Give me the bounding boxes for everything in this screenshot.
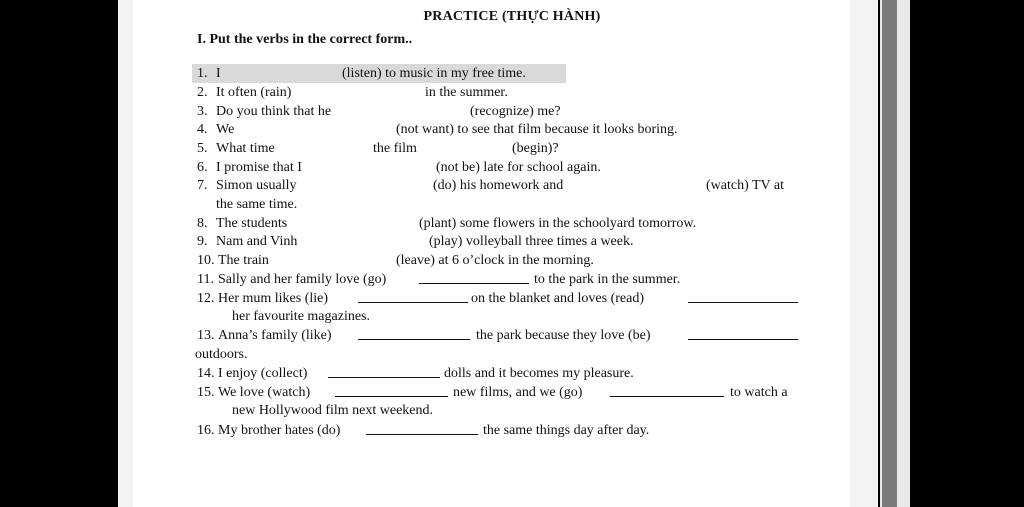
- ex6-verb: (not be) late for school again.: [436, 160, 601, 175]
- ex5-verb: (begin)?: [512, 141, 559, 156]
- ex11-blank: [419, 271, 529, 290]
- ex13-after: the park because they love (be): [476, 328, 651, 343]
- ex11-text: Sally and her family love (go): [218, 272, 387, 287]
- ex5-mid: the film: [373, 141, 417, 156]
- ex16-after: the same things day after day.: [483, 423, 650, 438]
- ex16-num: 16.: [197, 423, 215, 438]
- ex4-subject: We: [216, 122, 235, 137]
- ex3-num: 3.: [197, 104, 208, 119]
- page-title: PRACTICE (THỰC HÀNH): [423, 9, 601, 24]
- ex16-text: My brother hates (do): [218, 423, 341, 438]
- ex13-text: Anna’s family (like): [218, 328, 332, 343]
- ex12-text: Her mum likes (lie): [218, 291, 329, 306]
- ex11-num: 11.: [197, 272, 214, 287]
- ex9-num: 9.: [197, 234, 208, 249]
- ex12-after: on the blanket and loves (read): [471, 291, 644, 306]
- ex13-blank1: [358, 327, 470, 346]
- ex8-verb: (plant) some flowers in the schoolyard tomorrow.: [419, 216, 697, 231]
- ex1-num: 1.: [197, 66, 208, 81]
- ex3-verb: (recognize) me?: [470, 104, 561, 119]
- ex13-cont: outdoors.: [195, 347, 248, 362]
- ex5-subject: What time: [216, 141, 275, 156]
- ex12-blank2: [688, 290, 798, 309]
- ex10-subject: The train: [218, 253, 269, 268]
- ex16-blank: [366, 422, 478, 441]
- ex1-verb: (listen) to music in my free time.: [342, 66, 526, 81]
- ex4-verb: (not want) to see that film because it looks boring.: [396, 122, 678, 137]
- ex15-end: to watch a: [730, 385, 788, 400]
- ex7-subject: Simon usually: [216, 178, 297, 193]
- ex1-subject: I: [216, 66, 221, 81]
- ex2-verb: in the summer.: [425, 85, 508, 100]
- ex15-text: We love (watch): [218, 385, 311, 400]
- ex7-end: (watch) TV at: [706, 178, 785, 193]
- ex13-num: 13.: [197, 328, 215, 343]
- ex6-num: 6.: [197, 160, 208, 175]
- ex14-blank: [328, 365, 440, 384]
- ex7-num: 7.: [197, 178, 208, 193]
- ex15-blank1: [335, 384, 448, 403]
- ex15-after: new films, and we (go): [453, 385, 583, 400]
- ex8-subject: The students: [216, 216, 288, 231]
- ex12-cont: her favourite magazines.: [232, 309, 370, 324]
- ex12-blank1: [358, 290, 468, 309]
- ex15-num: 15.: [197, 385, 215, 400]
- ex14-num: 14.: [197, 366, 215, 381]
- scrollbar-track[interactable]: [882, 0, 897, 507]
- ex9-subject: Nam and Vinh: [216, 234, 298, 249]
- ex4-num: 4.: [197, 122, 208, 137]
- ex11-after: to the park in the summer.: [534, 272, 681, 287]
- ex9-verb: (play) volleyball three times a week.: [429, 234, 634, 249]
- ex14-after: dolls and it becomes my pleasure.: [444, 366, 634, 381]
- instruction: I. Put the verbs in the correct form..: [197, 32, 413, 47]
- ex15-blank2: [610, 384, 724, 403]
- ex10-num: 10.: [197, 253, 215, 268]
- ex8-num: 8.: [197, 216, 208, 231]
- ex5-num: 5.: [197, 141, 208, 156]
- ex13-blank2: [688, 327, 798, 346]
- ex15-cont: new Hollywood film next weekend.: [232, 403, 434, 418]
- ex7-cont: the same time.: [216, 197, 298, 212]
- ex2-subject: It often (rain): [216, 85, 292, 100]
- ex10-verb: (leave) at 6 o’clock in the morning.: [396, 253, 594, 268]
- ex12-num: 12.: [197, 291, 215, 306]
- ex14-text: I enjoy (collect): [218, 366, 308, 381]
- ex2-num: 2.: [197, 85, 208, 100]
- ex7-verb: (do) his homework and: [433, 178, 564, 193]
- ex6-subject: I promise that I: [216, 160, 302, 175]
- ex3-subject: Do you think that he: [216, 104, 332, 119]
